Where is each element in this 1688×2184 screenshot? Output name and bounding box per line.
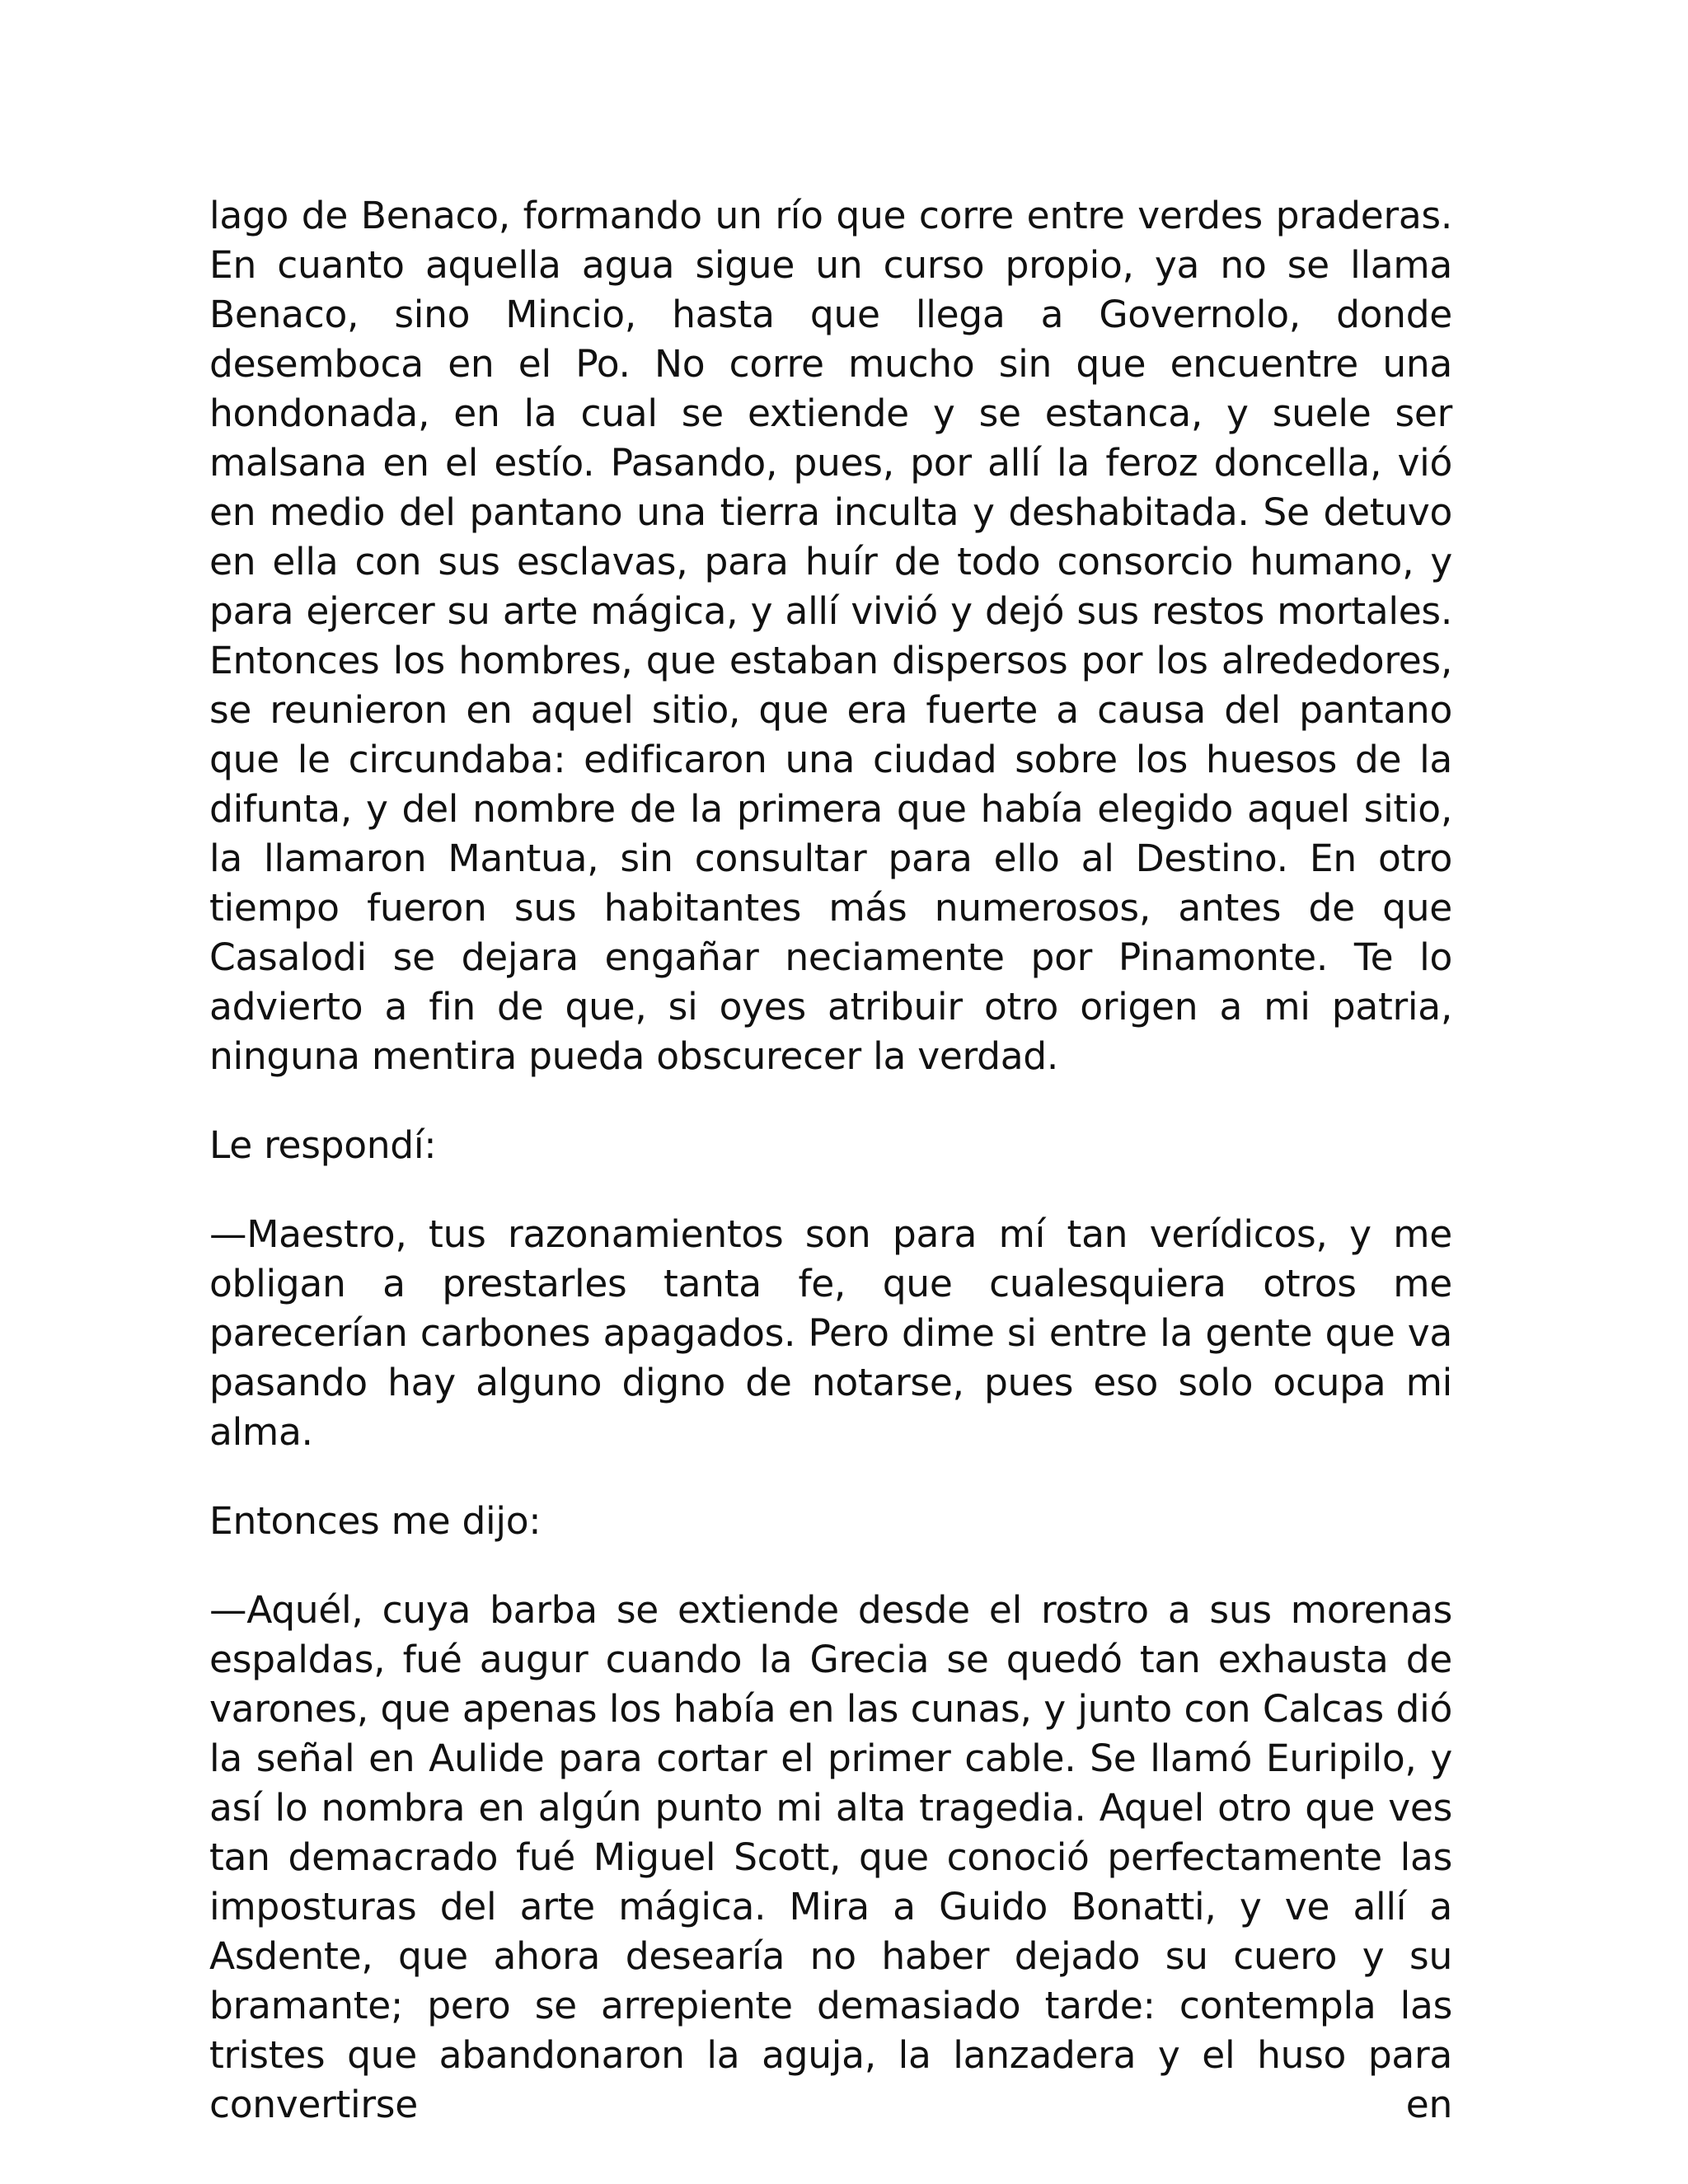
document-page [209, 191, 1452, 2130]
paragraph-master-reply: —Maestro, tus razonamientos son para mí tan verídicos, y me obligan a prestarles tanta fe, que cualesquiera otros me parecerían carbones apagados. Pero dime si entre la gente que va pasando hay alguno digno de notarse, pues eso solo ocupa mi alma. [209, 1212, 1452, 1454]
paragraph-mantua-origin: lago de Benaco, formando un río que corre entre verdes praderas. En cuanto aquella agua sigue un curso propio, ya no se llama Benaco, sino Mincio, hasta que llega a Governolo, donde desemboca en el Po. No corre mucho sin que encuentre una hondonada, en la cual se extiende y se estanca, y suele ser malsana en el estío. Pasando, pues, por allí la feroz doncella, vió en medio del pantano una tierra inculta y deshabitada. Se detuvo en ella con sus esclavas, para huír de todo consorcio humano, y para ejercer su arte mágica, y allí vivió y dejó sus restos mortales. Entonces los hombres, que estaban dispersos por los alrededores, se reunieron en aquel sitio, que era fuerte a causa del pantano que le circundaba: edificaron una ciudad sobre los huesos de la difunta, y del nombre de la primera que había elegido aquel sitio, la llamaron Mantua, sin consultar para ello al Destino. En otro tiempo fueron sus habitantes más numerosos, antes de que Casalodi se dejara engañar neciamente por Pinamonte. Te lo advierto a fin de que, si oyes atribuir otro origen a mi patria, ninguna mentira pueda obscurecer la verdad. [209, 194, 1452, 1078]
paragraph-then-said: Entonces me dijo: [209, 1499, 542, 1543]
paragraph-augurs: —Aquél, cuya barba se extiende desde el rostro a sus morenas espaldas, fué augur cuando la Grecia se quedó tan exhausta de varones, que apenas los había en las cunas, y junto con Calcas dió la señal en Aulide para cortar el primer cable. Se llamó Euripilo, y así lo nombra en algún punto mi alta tragedia. Aquel otro que ves tan demacrado fué Miguel Scott, que conoció perfectamente las imposturas del arte mágica. Mira a Guido Bonatti, y ve allí a Asdente, que ahora desearía no haber dejado su cuero y su bramante; pero se arrepiente demasiado tarde: contempla las tristes que abandonaron la aguja, la lanzadera y el huso para convertirse en [209, 1588, 1452, 2126]
paragraph-reply-intro: Le respondí: [209, 1123, 437, 1167]
